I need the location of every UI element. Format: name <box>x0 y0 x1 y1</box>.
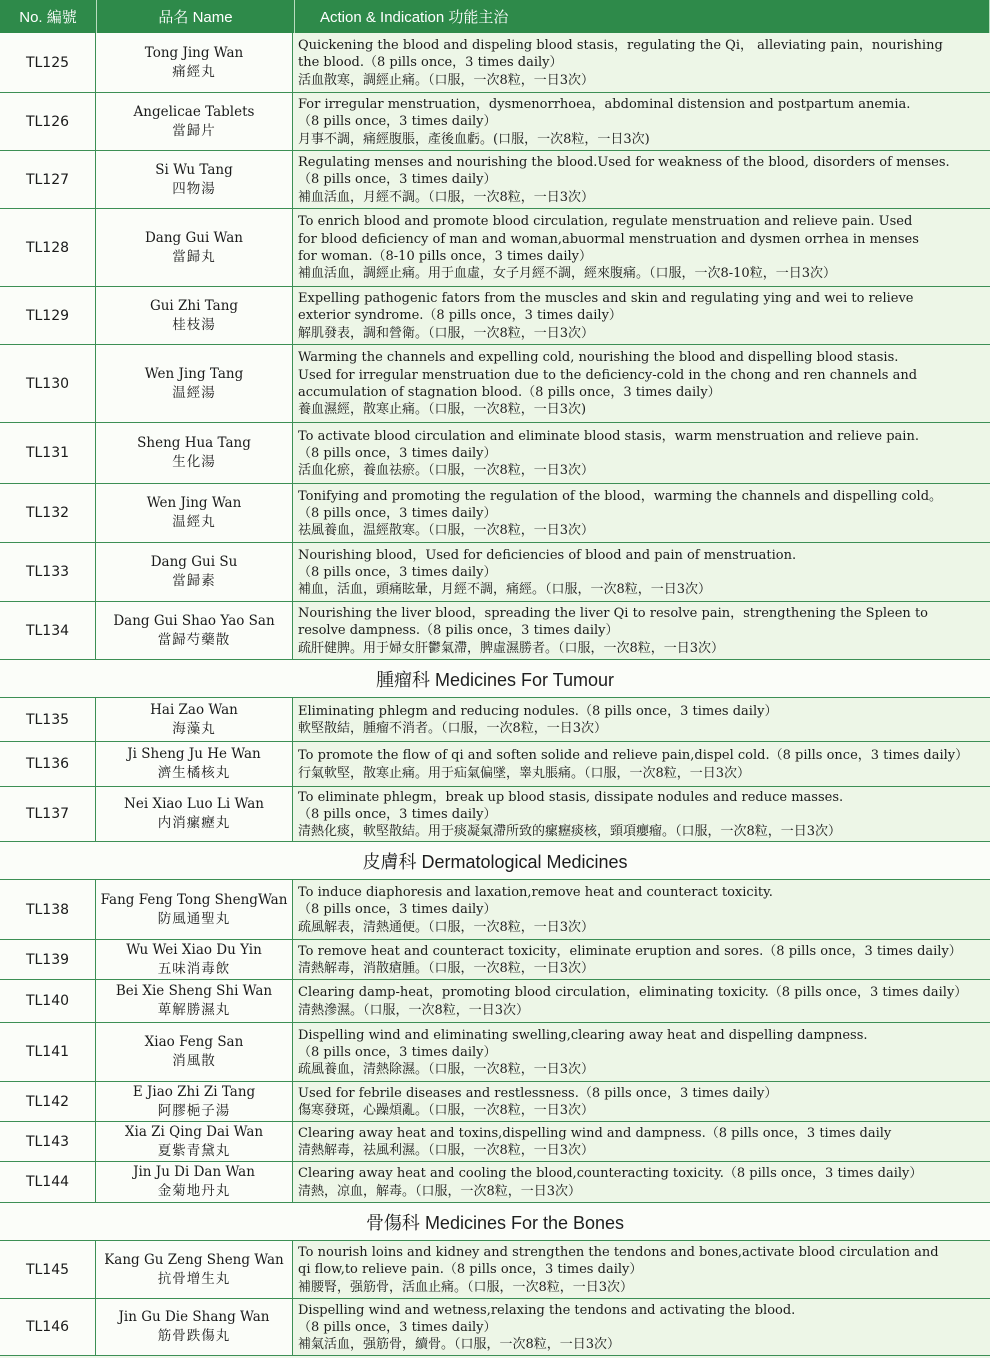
action-line: Eliminating phlegm and reducing nodules.（8 pills once，3 times daily） <box>298 703 778 719</box>
product-name-cn: 生化湯 <box>172 454 216 470</box>
product-name-cn: 海藻丸 <box>172 720 216 737</box>
product-no: TL143 <box>0 1122 96 1161</box>
action-line: For irregular menstruation，dysmenorrhoea，abdominal distension and postpartum anemia. <box>298 97 911 113</box>
action-line: Regulating menses and nourishing the blood.Used for weakness of the blood, disorders of menses. <box>298 155 950 171</box>
action-line: Quickening the blood and dispeling blood stasis，regulating the Qi， alleviating pain，nourishing <box>298 38 943 54</box>
product-no: TL125 <box>0 33 96 92</box>
action-line: To remove heat and counteract toxicity，eliminate eruption and sores.（8 pills once，3 times daily） <box>298 943 962 959</box>
product-name <box>96 787 293 841</box>
product-name <box>96 33 293 92</box>
table-row <box>0 940 990 980</box>
product-name-cn: 桂枝湯 <box>172 316 216 333</box>
table-row <box>0 698 990 742</box>
product-name-en: Ji Sheng Ju He Wan <box>127 746 261 762</box>
action-line: Dispelling wind and eliminating swelling,clearing away heat and dispelling dampness. <box>298 1027 868 1043</box>
product-name <box>96 602 293 659</box>
table-header <box>0 0 990 33</box>
product-no: TL130 <box>0 345 96 422</box>
header-no: No. 編號 <box>0 0 97 33</box>
action-line: 補血，活血，頭痛眩暈，月經不調，痛經。（口服，一次8粒，一日3次） <box>298 582 712 598</box>
product-name-en: Fang Feng Tong ShengWan <box>100 891 288 908</box>
action-line: Expelling pathogenic fators from the muscles and skin and regulating ying and wei to relieve <box>298 291 914 307</box>
product-action <box>293 33 990 92</box>
product-name <box>96 287 293 344</box>
product-action <box>293 287 990 344</box>
action-line: 活血散寒，調經止痛。（口服，一次8粒，一日3次） <box>298 72 595 88</box>
action-line: 清熱解毒，消散瘡腫。（口服，一次8粒，一日3次） <box>298 961 595 976</box>
product-name <box>96 698 293 741</box>
action-line: （8 pills once，3 times daily） <box>298 1319 497 1335</box>
product-no: TL131 <box>0 423 96 483</box>
table-row <box>0 287 990 345</box>
action-line: qi flow,to relieve pain.（8 pills once，3 times daily） <box>298 1262 643 1278</box>
product-action <box>293 543 990 601</box>
table-row <box>0 1082 990 1122</box>
product-action <box>293 980 990 1022</box>
action-line: exterior syndrome.（8 pills once，3 times daily） <box>298 308 622 324</box>
product-name-cn: 金菊地丹丸 <box>157 1183 231 1199</box>
action-line: To promote the flow of qi and soften solide and relieve pain,dispel cold.（8 pills once，3 times daily） <box>298 748 969 764</box>
product-name-en: Wen Jing Tang <box>144 365 244 382</box>
product-no: TL142 <box>0 1082 96 1121</box>
table-row <box>0 33 990 93</box>
section-title: 腫瘤科 Medicines For Tumour <box>0 660 990 698</box>
product-name-en: Si Wu Tang <box>155 161 233 178</box>
product-name <box>96 980 293 1022</box>
product-name <box>96 423 293 483</box>
product-action <box>293 1299 990 1355</box>
product-action <box>293 787 990 841</box>
action-line: （8 pills once，3 times daily） <box>298 564 497 580</box>
action-line: 軟堅散結，腫瘤不消者。（口服，一次8粒，一日3次） <box>298 721 608 736</box>
table-row <box>0 787 990 842</box>
product-name <box>96 940 293 979</box>
product-name-en: Xiao Feng San <box>144 1034 244 1050</box>
product-name <box>96 151 293 208</box>
product-action <box>293 93 990 150</box>
action-line: Used for irregular menstruation due to the deficiency-cold in the chong and ren channels and <box>298 367 918 383</box>
section-title: 皮膚科 Dermatological Medicines <box>0 842 990 880</box>
product-name <box>96 345 293 422</box>
table-row <box>0 345 990 423</box>
product-no: TL138 <box>0 880 96 939</box>
action-line: 清熱，凉血，解毒。（口服，一次8粒，一日3次） <box>298 1183 582 1199</box>
product-name-cn: 當歸片 <box>172 122 216 139</box>
action-line: Nourishing blood，Used for deficiencies of blood and pain of menstruation. <box>298 547 797 563</box>
product-name-cn: 四物湯 <box>172 180 216 197</box>
action-line: Nourishing the liver blood，spreading the liver Qi to resolve pain，strengthening the Spleen to <box>298 606 928 622</box>
product-name-cn: 濟生橘核丸 <box>157 765 231 781</box>
action-line: 疏肝健脾。用于婦女肝鬱氣滯，脾虛濕勝者。（口服，一次8粒，一日3次） <box>298 640 725 656</box>
action-line: Warming the channels and expelling cold, nourishing the blood and dispelling blood stasis. <box>298 350 899 366</box>
table-body <box>0 33 990 1356</box>
product-name <box>96 742 293 786</box>
product-name-cn: 五味消毒飲 <box>157 960 231 977</box>
product-name <box>96 93 293 150</box>
product-action <box>293 742 990 786</box>
table-row <box>0 742 990 787</box>
product-name-cn: 痛經丸 <box>172 63 216 80</box>
product-no: TL132 <box>0 484 96 542</box>
product-no: TL135 <box>0 698 96 741</box>
product-no: TL133 <box>0 543 96 601</box>
product-no: TL126 <box>0 93 96 150</box>
product-name <box>96 209 293 286</box>
product-name <box>96 1082 293 1121</box>
product-name <box>96 1023 293 1081</box>
header-name: 品名 Name <box>97 0 295 33</box>
action-line: 清熱滲濕。（口服，一次8粒，一日3次） <box>298 1002 530 1018</box>
action-line: To nourish loins and kidney and strengthen the tendons and bones,activate blood circulation and <box>298 1245 939 1261</box>
action-line: To enrich blood and promote blood circulation, regulate menstruation and relieve pain. Used <box>298 214 913 230</box>
product-action <box>293 1023 990 1081</box>
table-row <box>0 151 990 209</box>
product-name-en: Wen Jing Wan <box>146 495 242 511</box>
product-action <box>293 880 990 939</box>
action-line: To induce diaphoresis and laxation,remove heat and counteract toxicity. <box>298 885 773 901</box>
table-row <box>0 1162 990 1203</box>
product-no: TL134 <box>0 602 96 659</box>
table-row <box>0 1241 990 1299</box>
product-name-en: Bei Xie Sheng Shi Wan <box>115 983 273 999</box>
table-row <box>0 1023 990 1082</box>
table-row <box>0 1122 990 1162</box>
action-line: 補腰腎，强筋骨，活血止痛。（口服，一次8粒，一日3次） <box>298 1279 634 1295</box>
header-action: Action & Indication 功能主治 <box>295 0 990 33</box>
product-name <box>96 1122 293 1161</box>
action-line: 傷寒發斑，心躁煩亂。（口服，一次8粒，一日3次） <box>298 1103 595 1118</box>
action-line: 解肌發表，調和營衛。（口服，一次8粒，一日3次） <box>298 325 595 341</box>
product-name-cn: 防風通聖丸 <box>157 910 231 927</box>
table-row <box>0 1299 990 1356</box>
product-name-cn: 温經湯 <box>172 384 216 401</box>
action-line: （8 pills once，3 times daily） <box>298 445 497 461</box>
product-no: TL141 <box>0 1023 96 1081</box>
table-row <box>0 93 990 151</box>
product-name-en: E Jiao Zhi Zi Tang <box>132 1083 256 1100</box>
product-name-cn: 當歸素 <box>172 573 216 589</box>
action-line: 行氣軟堅，散寒止痛。用于疝氣偏墜，睾丸脹痛。（口服，一次8粒，一日3次） <box>298 765 751 781</box>
product-no: TL128 <box>0 209 96 286</box>
product-name-en: Sheng Hua Tang <box>137 435 251 451</box>
product-name-en: Kang Gu Zeng Sheng Wan <box>104 1251 284 1268</box>
product-no: TL144 <box>0 1162 96 1202</box>
table-row <box>0 980 990 1023</box>
action-line: （8 pills once，3 times daily） <box>298 505 497 521</box>
product-no: TL136 <box>0 742 96 786</box>
product-name <box>96 1162 293 1202</box>
action-line: resolve dampness.（8 pilis once，3 times daily） <box>298 623 619 639</box>
table-row <box>0 484 990 543</box>
product-name-en: Dang Gui Su <box>150 554 238 570</box>
product-no: TL139 <box>0 940 96 979</box>
product-name-en: Gui Zhi Tang <box>149 297 239 314</box>
product-name-cn: 萆解勝濕丸 <box>157 1002 231 1018</box>
action-line: （8 pills once，3 times daily） <box>298 902 497 918</box>
action-line: 疏風解表，清熱通便。（口服，一次8粒，一日3次） <box>298 919 595 935</box>
action-line: （8 pills once，3 times daily） <box>298 806 497 822</box>
product-action <box>293 1162 990 1202</box>
table-row <box>0 423 990 484</box>
product-name-cn: 消風散 <box>172 1053 216 1069</box>
product-name-cn: 筋骨跌傷丸 <box>157 1328 231 1344</box>
product-name-en: Dang Gui Wan <box>144 229 244 246</box>
product-name-cn: 阿膠梔子湯 <box>157 1102 231 1119</box>
action-line: 補氣活血，强筋骨，續骨。（口服，一次8粒，一日3次） <box>298 1337 621 1353</box>
action-line: （8 pills once，3 times daily） <box>298 114 497 130</box>
action-line: Clearing away heat and cooling the blood,counteracting toxicity.（8 pills once，3 times daily） <box>298 1166 923 1182</box>
product-name <box>96 543 293 601</box>
product-action <box>293 1082 990 1121</box>
action-line: 疏風養血，清熱除濕。（口服，一次8粒，一日3次） <box>298 1062 595 1078</box>
product-no: TL129 <box>0 287 96 344</box>
action-line: To activate blood circulation and eliminate blood stasis，warm menstruation and relieve pain. <box>298 428 919 444</box>
product-name <box>96 484 293 542</box>
action-line: Tonifying and promoting the regulation of the blood，warming the channels and dispelling cold。 <box>298 488 943 504</box>
action-line: Clearing damp-heat，promoting blood circulation，eliminating toxicity.（8 pills once，3 times daily） <box>298 985 968 1001</box>
product-name <box>96 880 293 939</box>
action-line: Clearing away heat and toxins,dispelling wind and dampness.（8 pills once，3 times daily <box>298 1125 892 1141</box>
product-no: TL127 <box>0 151 96 208</box>
product-name-en: Jin Gu Die Shang Wan <box>118 1309 270 1325</box>
product-no: TL146 <box>0 1299 96 1355</box>
product-no: TL145 <box>0 1241 96 1298</box>
product-name-en: Hai Zao Wan <box>150 701 238 718</box>
product-action <box>293 940 990 979</box>
table-row <box>0 880 990 940</box>
product-action <box>293 151 990 208</box>
action-line: 清熱解毒，祛風利濕。（口服，一次8粒，一日3次） <box>298 1143 595 1158</box>
table-row <box>0 602 990 660</box>
product-action <box>293 209 990 286</box>
product-name-cn: 抗骨增生丸 <box>157 1270 231 1287</box>
product-name-en: Dang Gui Shao Yao San <box>113 612 275 629</box>
product-no: TL137 <box>0 787 96 841</box>
action-line: for blood deficiency of man and woman,abuormal menstruation and dysmen orrhea in menses <box>298 231 919 247</box>
action-line: the blood.（8 pills once，3 times daily） <box>298 55 563 71</box>
table-row <box>0 209 990 287</box>
product-name-cn: 夏紫青黛丸 <box>157 1142 231 1159</box>
action-line: Used for febrile diseases and restlessness.（8 pills once，3 times daily） <box>298 1085 778 1101</box>
action-line: To eliminate phlegm，break up blood stasis, dissipate nodules and reduce masses. <box>298 789 844 805</box>
product-action <box>293 1241 990 1298</box>
product-action <box>293 423 990 483</box>
action-line: （8 pills once，3 times daily） <box>298 1044 497 1060</box>
product-name-en: Xia Zi Qing Dai Wan <box>124 1123 264 1140</box>
product-action <box>293 1122 990 1161</box>
action-line: 清熱化痰，軟堅散結。用于痰凝氣滯所致的瘰癧痰核，頸項癭瘤。（口服，一次8粒，一日3次） <box>298 824 842 840</box>
action-line: accumulation of stagnation blood.（8 pills once，3 times daily） <box>298 385 721 400</box>
product-name-en: Wu Wei Xiao Du Yin <box>126 941 262 958</box>
action-line: 月事不調，痛經腹脹，產後血虧。(口服，一次8粒，一日3次) <box>298 131 650 147</box>
product-action <box>293 602 990 659</box>
product-name-cn: 温經丸 <box>172 514 216 530</box>
product-name <box>96 1299 293 1355</box>
product-name <box>96 1241 293 1298</box>
action-line: 祛風養血，温經散寒。（口服，一次8粒，一日3次） <box>298 523 595 539</box>
action-line: for woman.（8-10 pills once，3 times daily） <box>298 249 592 264</box>
action-line: 養血濕經，散寒止痛。（口服，一次8粒，一日3次) <box>298 402 587 418</box>
product-name-cn: 當歸丸 <box>172 248 216 265</box>
product-action <box>293 345 990 422</box>
product-no: TL140 <box>0 980 96 1022</box>
product-action <box>293 484 990 542</box>
product-name-en: Tong Jing Wan <box>144 44 244 61</box>
action-line: （8 pills once，3 times daily） <box>298 172 497 188</box>
product-name-cn: 内消瘰癧丸 <box>157 815 231 831</box>
product-action <box>293 698 990 741</box>
product-name-en: Jin Ju Di Dan Wan <box>133 1164 255 1180</box>
product-name-en: Nei Xiao Luo Li Wan <box>124 796 264 812</box>
action-line: 活血化瘀，養血祛瘀。（口服，一次8粒，一日3次） <box>298 463 595 479</box>
action-line: 補血活血，月經不調。（口服，一次8粒，一日3次） <box>298 189 595 205</box>
action-line: 補血活血，調經止痛。用于血虛，女子月經不調，經來腹痛。（口服，一次8-10粒，一日3次） <box>298 266 836 282</box>
section-title: 骨傷科 Medicines For the Bones <box>0 1203 990 1241</box>
product-name-cn: 當歸芍藥散 <box>157 631 231 648</box>
table-row <box>0 543 990 602</box>
product-name-en: Angelicae Tablets <box>133 103 255 120</box>
action-line: Dispelling wind and wetness,relaxing the tendons and activating the blood. <box>298 1302 796 1318</box>
